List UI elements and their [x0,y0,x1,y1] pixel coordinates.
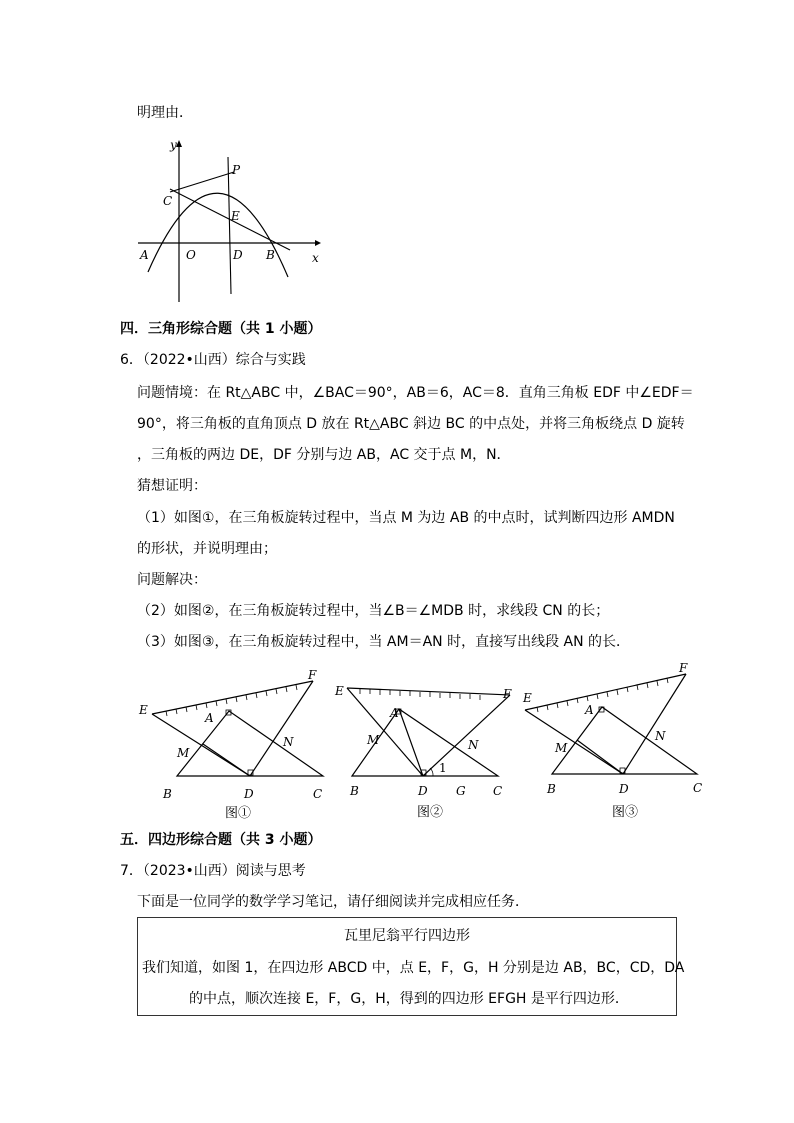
fig1-caption: 图① [225,806,252,820]
label-x: x [312,251,319,265]
line-df [250,681,313,776]
triangle-abc [552,707,697,774]
q7-intro: 下面是一位同学的数学学习笔记，请仔细阅读并完成相应任务． [137,894,529,910]
fig1-label-d: D [244,787,254,801]
label-o: O [186,248,196,262]
fig1-label-f: F [308,668,317,682]
section4-title: 四．三角形综合题（共 1 小题） [120,321,322,337]
parabola-figure [130,132,330,307]
fig1-label-c: C [313,787,323,801]
note-box-title: 瓦里尼翁平行四边形 [344,928,470,944]
label-b: B [266,248,275,262]
fig2-label-f: F [503,687,512,701]
q6-line3: ，三角板的两边 DE，DF 分别与边 AB，AC 交于点 M，N． [137,447,511,463]
fig2-label-d: D [418,784,428,798]
line-de [525,710,623,774]
fig3-label-n: N [655,729,666,743]
line-cp [170,172,234,192]
note-box-line2: 的中点，顺次连接 E，F，G，H，得到的四边形 EFGH 是平行四边形． [189,991,629,1007]
q6-header: 6．（2022•山西）综合与实践 [120,352,306,368]
q6-line1: 问题情境：在 Rt△ABC 中，∠BAC＝90°，AB＝6，AC＝8．直角三角板 EDF 中∠EDF＝ [137,385,694,401]
fig2-label-b: B [350,784,359,798]
q6-line4: 猜想证明： [137,478,207,494]
fig3-label-c: C [693,781,703,795]
fig3-label-e: E [523,691,532,705]
line-pd [228,157,231,294]
q6-line5: （1）如图①，在三角板旋转过程中，当点 M 为边 AB 的中点时，试判断四边形 AMDN [137,510,675,526]
top-line: 明理由． [137,105,193,121]
q6-line2: 90°，将三角板的直角顶点 D 放在 Rt△ABC 斜边 BC 的中点处，并将三角板绕点 D 旋转 [137,416,685,432]
figure-3 [515,660,715,820]
label-p: P [232,163,241,177]
label-c: C [163,194,173,208]
fig2-label-1: 1 [439,761,447,775]
ruler-ticks [166,685,297,716]
fig1-label-b: B [163,787,172,801]
ruler-edge [347,688,510,695]
fig2-label-a: A [390,706,399,720]
q6-line8: （2）如图②，在三角板旋转过程中，当∠B＝∠MDB 时，求线段 CN 的长； [137,603,610,619]
figure-2 [330,660,530,820]
fig3-label-m: M [555,741,568,755]
note-box [137,917,685,1016]
line-md [577,740,623,774]
note-box-line1: 我们知道，如图 1，在四边形 ABCD 中，点 E，F，G，H 分别是边 AB，BC，CD，DA [142,960,685,976]
ruler-edge [525,674,686,710]
fig2-label-n: N [468,738,479,752]
fig2-caption: 图② [417,805,444,820]
fig2-label-e: E [335,684,344,698]
figure-1 [130,660,335,820]
line-md [203,744,250,776]
fig1-label-m: M [177,746,190,760]
q7-header: 7．（2023•山西）阅读与思考 [120,863,306,879]
label-d: D [233,248,243,262]
fig3-label-a: A [585,703,594,717]
line-ad [399,709,423,776]
label-y: y [170,138,177,152]
section5-title: 五．四边形综合题（共 3 小题） [120,832,322,848]
x-axis-arrow [315,240,321,246]
fig1-label-a: A [205,711,214,725]
y-axis-arrow [176,140,182,147]
line-df [423,695,510,776]
fig3-label-d: D [619,782,629,796]
label-e: E [231,209,240,223]
fig2-label-m: M [367,733,380,747]
line-de [347,688,423,776]
label-a: A [140,248,149,262]
fig1-label-e: E [139,703,148,717]
fig3-label-f: F [679,661,688,675]
q6-line6: 的形状，并说明理由； [137,541,277,557]
fig2-label-c: C [493,784,503,798]
q6-line9: （3）如图③，在三角板旋转过程中，当 AM＝AN 时，直接写出线段 AN 的长． [137,634,631,650]
q6-line7: 问题解决： [137,572,207,588]
fig2-label-g: G [456,784,466,798]
fig1-label-n: N [283,735,294,749]
fig3-caption: 图③ [612,805,639,820]
fig3-label-b: B [547,782,556,796]
